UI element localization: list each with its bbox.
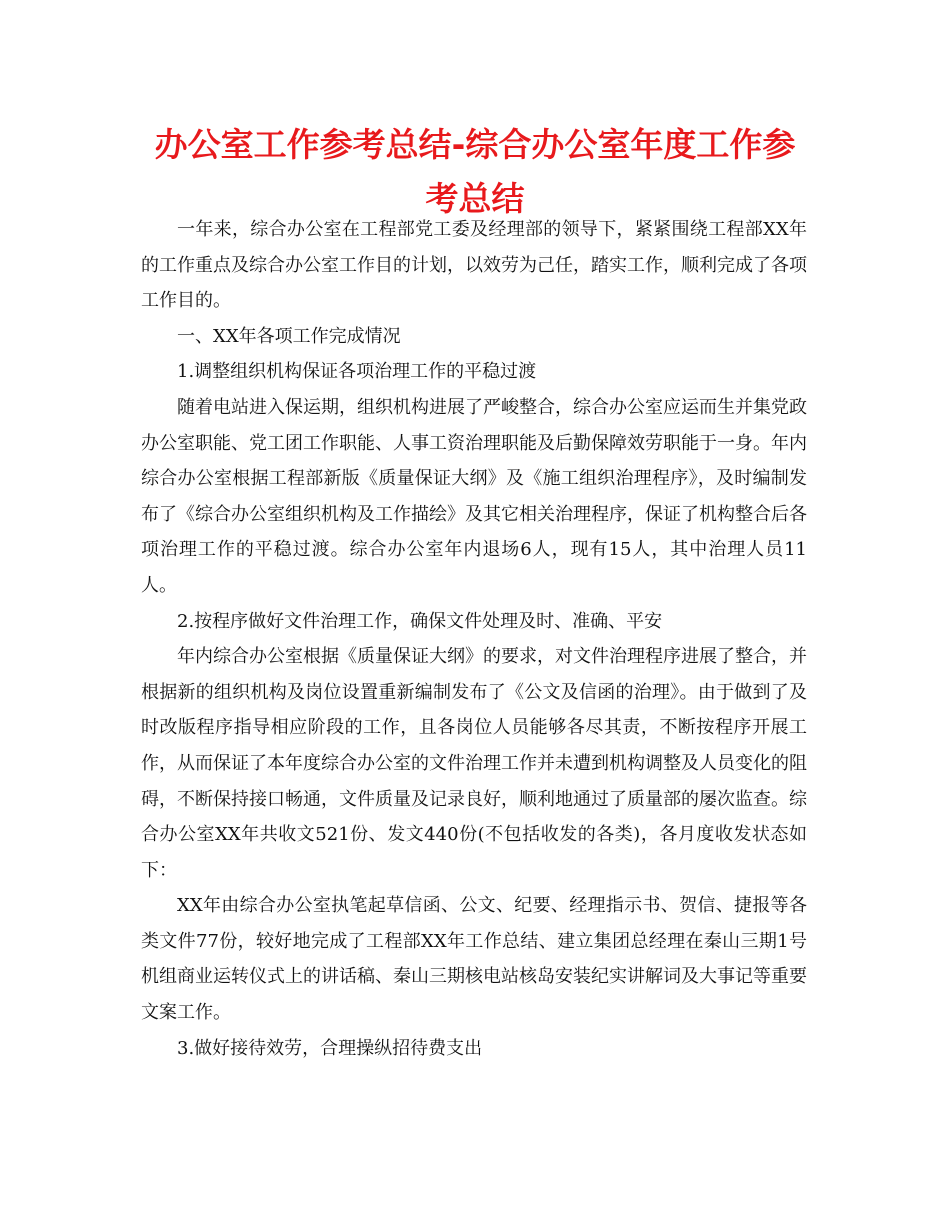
subsection-heading-1: 1.调整组织机构保证各项治理工作的平稳过渡	[177, 361, 537, 383]
section-heading-1: 一、XX年各项工作完成情况	[177, 325, 401, 347]
document-title: 办公室工作参考总结-综合办公室年度工作参考总结	[154, 125, 796, 218]
paragraph-drafting: XX年由综合办公室执笔起草信函、公文、纪要、经理指示书、贺信、捷报等各类文件77份，较好地完成了工程部XX年工作总结、建立集团总经理在秦山三期1号机组商业运转仪式上的讲话稿、秦山三期核电站核岛安装纪实讲解词及大事记等重要文案工作。	[141, 895, 807, 1024]
paragraph-document-management: 年内综合办公室根据《质量保证大纲》的要求，对文件治理程序进展了整合，并根据新的组织机构及岗位设置重新编制发布了《公文及信函的治理》。由于做到了及时改版程序指导相应阶段的工作，且各岗位人员能够各尽其责，不断按程序开展工作，从而保证了本年度综合办公室的文件治理工作并未遭到机构调整及人员变化的阻碍，不断保持接口畅通，文件质量及记录良好，顺利地通过了质量部的屡次监查。综合办公室XX年共收文521份、发文440份(不包括收发的各类)，各月度收发状态如下：	[141, 646, 807, 881]
document-body	[141, 212, 807, 1066]
subsection-heading-2: 2.按程序做好文件治理工作，确保文件处理及时、准确、平安	[177, 610, 663, 632]
paragraph-intro: 一年来，综合办公室在工程部党工委及经理部的领导下，紧紧围绕工程部XX年的工作重点及综合办公室工作目的计划，以效劳为己任，踏实工作，顺利完成了各项工作目的。	[141, 219, 807, 312]
subsection-heading-3: 3.做好接待效劳，合理操纵招待费支出	[177, 1037, 483, 1059]
paragraph-organization: 随着电站进入保运期，组织机构进展了严峻整合，综合办公室应运而生并集党政办公室职能、党工团工作职能、人事工资治理职能及后勤保障效劳职能于一身。年内综合办公室根据工程部新版《质量保证大纲》及《施工组织治理程序》，及时编制发布了《综合办公室组织机构及工作描绘》及其它相关治理程序，保证了机构整合后各项治理工作的平稳过渡。综合办公室年内退场6人，现有15人，其中治理人员11人。	[141, 396, 807, 596]
